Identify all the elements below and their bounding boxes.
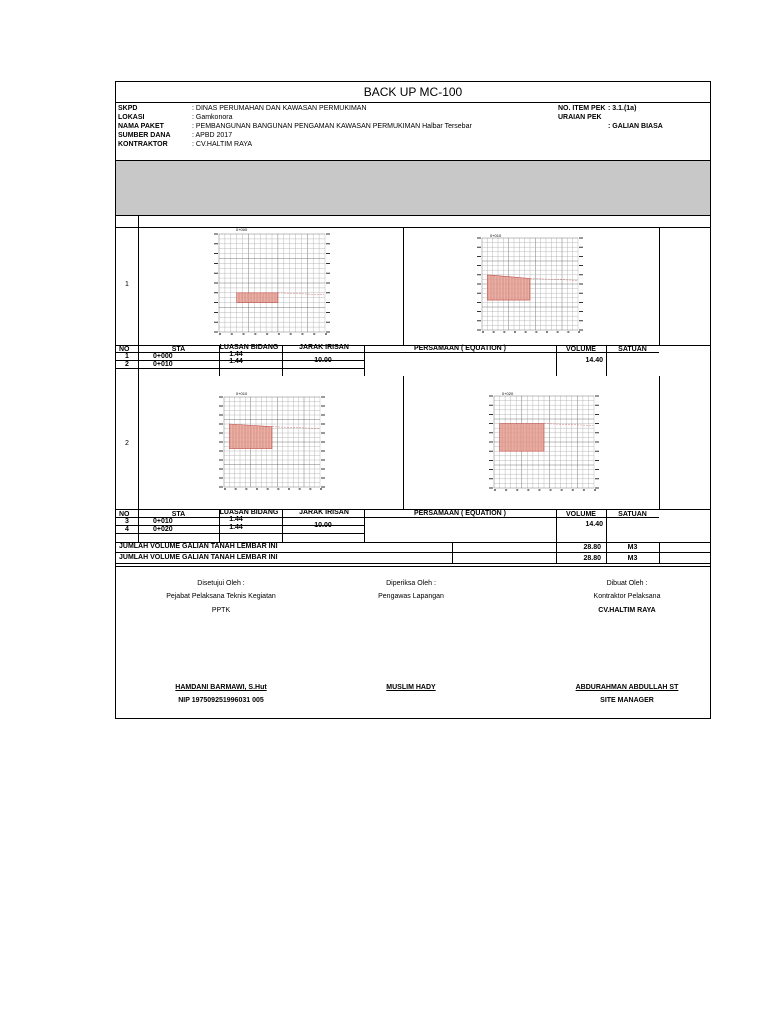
value-sumber-dana: : APBD 2017 [192,132,233,139]
total-label: JUMLAH VOLUME GALIAN TANAH LEMBAR INI [119,554,278,561]
col-persamaan: PERSAMAAN ( EQUATION ) [413,345,507,352]
signer-1-role: Disetujui Oleh : [197,580,245,587]
cross-section-plot-sta-0-020 [486,390,600,496]
signer-2-role: Diperiksa Oleh : [386,580,436,587]
col-jarak: JARAK IRISAN [299,344,349,351]
rule [116,102,710,103]
ground-line [278,293,324,295]
signer-3-name: ABDURAHMAN ABDULLAH ST [575,684,679,691]
jarak-irisan-value: 10.00 [314,522,332,529]
col-sta: STA [171,346,186,353]
section-2 [116,376,710,542]
cross-section-plot-sta-0-010 [216,391,326,495]
label-item-pek: NO. ITEM PEK [558,105,606,112]
plot-grid [214,234,330,334]
section-number: 1 [125,281,129,288]
signer-1-id: NIP 197509251996031 005 [178,697,264,704]
rule [659,376,660,509]
value-nama-paket: : PEMBANGUNAN BANGUNAN PENGAMAN KAWASAN PERMUKIMAN Halbar Tersebar [192,123,472,130]
label-nama-paket: NAMA PAKET [118,123,164,130]
total-value: 28.80 [583,555,601,562]
row-no: 4 [125,526,129,533]
plot-label: 0+000 [236,227,248,232]
col-no: NO [119,346,130,353]
label-skpd: SKPD [118,105,138,112]
volume-value: 14.40 [585,521,603,528]
rule [659,227,660,345]
col-persamaan: PERSAMAAN ( EQUATION ) [413,510,507,517]
total-label: JUMLAH VOLUME GALIAN TANAH LEMBAR INI [119,543,278,550]
label-uraian-pek: URAIAN PEK [558,114,602,121]
cross-section-plot-sta-0-010 [474,232,584,338]
backup-sheet [115,81,711,719]
value-kontraktor: : CV.HALTIM RAYA [192,141,253,148]
col-satuan: SATUAN [618,511,647,518]
rule [116,552,710,553]
signer-3-role: Dibuat Oleh : [606,580,648,587]
rule [138,215,139,227]
col-volume: VOLUME [566,511,596,518]
cross-section-plot-sta-0-000 [211,228,331,340]
rule [116,563,710,564]
rule [452,542,453,563]
grey-band [116,161,710,215]
plot-label: 0+020 [502,391,514,396]
signer-2-name: MUSLIM HADY [386,684,436,691]
sheet-title: BACK UP MC-100 [363,85,463,99]
total-unit: M3 [627,555,638,562]
row-sta: 0+010 [153,518,173,525]
row-sta: 0+020 [153,526,173,533]
row-luasan: 1.44 [229,516,243,523]
signature-block [116,566,710,716]
rule [116,215,710,216]
rule [659,542,660,563]
excavation-area [487,275,530,300]
rule [403,376,404,509]
signer-3-office: CV.HALTIM RAYA [598,607,656,614]
signer-1-position: Pejabat Pelaksana Teknis Kegiatan [166,593,276,600]
row-luasan: 1.44 [229,524,243,531]
section-1 [116,227,710,376]
label-sumber-dana: SUMBER DANA [118,132,171,139]
row-sta: 0+000 [153,353,173,360]
excavation-area [229,424,272,449]
row-no: 2 [125,361,129,368]
col-satuan: SATUAN [618,346,647,353]
col-luasan: LUASAN BIDANG [219,344,279,351]
signer-1-name: HAMDANI BARMAWI, S.Hut [175,684,267,691]
row-no: 3 [125,518,129,525]
col-sta: STA [171,511,186,518]
signer-3-id: SITE MANAGER [600,697,654,704]
col-jarak: JARAK IRISAN [299,509,349,516]
row-luasan: 1.44 [229,351,243,358]
signer-3-position: Kontraktor Pelaksana [593,593,661,600]
col-luasan: LUASAN BIDANG [219,509,279,516]
value-item-pek: : 3.1.(1a) [608,105,637,112]
total-value: 28.80 [583,544,601,551]
signer-2-position: Pengawas Lapangan [378,593,444,600]
label-lokasi: LOKASI [118,114,145,121]
label-kontraktor: KONTRAKTOR [118,141,168,148]
value-skpd: : DINAS PERUMAHAN DAN KAWASAN PERMUKIMAN [192,105,367,112]
col-no: NO [119,511,130,518]
rule [403,227,404,345]
signer-1-office: PPTK [211,607,231,614]
value-uraian-pek: : GALIAN BIASA [608,123,663,130]
ground-line [272,427,319,429]
ground-line [544,424,593,426]
totals [116,542,710,566]
row-luasan: 1.44 [229,358,243,365]
volume-value: 14.40 [585,357,603,364]
row-no: 1 [125,353,129,360]
col-volume: VOLUME [566,346,596,353]
jarak-irisan-value: 10.00 [314,357,332,364]
excavation-area [237,293,278,303]
value-lokasi: : Gamkonora [192,114,233,121]
section-number: 2 [125,440,129,447]
plot-label: 0+010 [236,391,248,396]
excavation-area [500,424,544,452]
row-sta: 0+010 [153,361,173,368]
plot-label: 0+010 [490,233,502,238]
total-unit: M3 [627,544,638,551]
